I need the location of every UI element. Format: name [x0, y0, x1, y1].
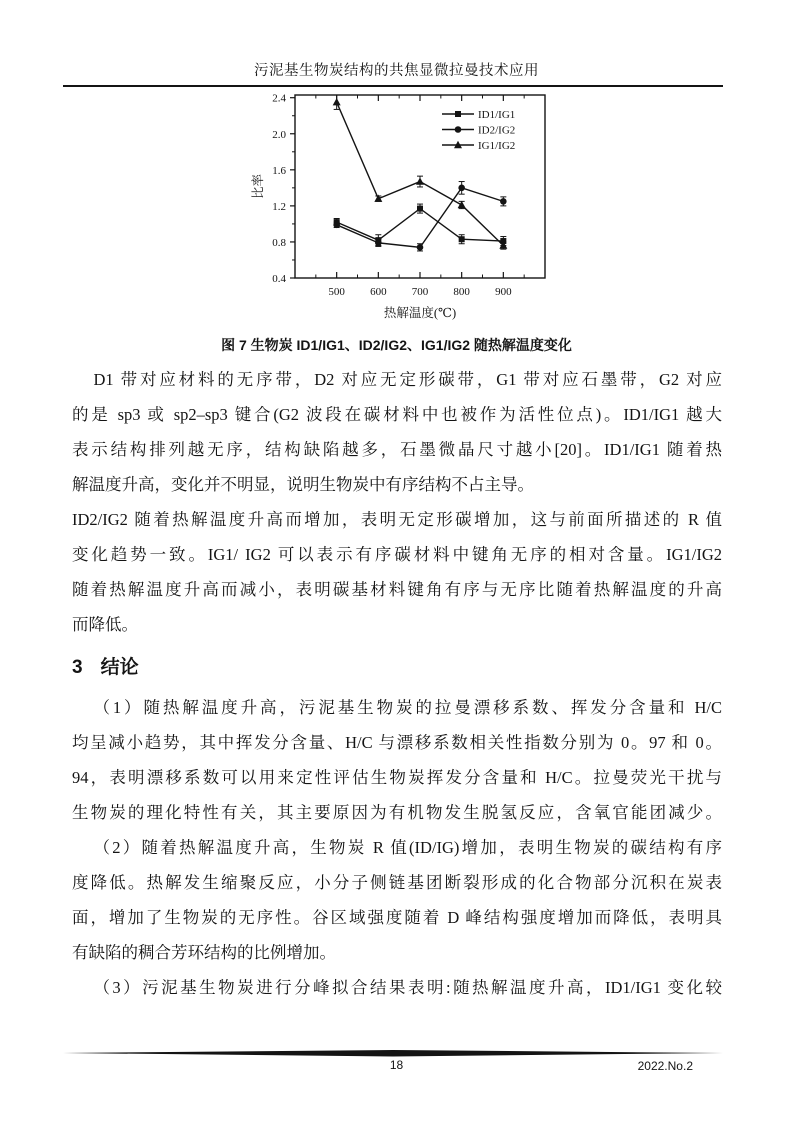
- text-line: 表示结构排列越无序，结构缺陷越多，石墨微晶尺寸越小[20]。ID1/IG1 随着热: [72, 440, 722, 459]
- svg-text:800: 800: [453, 286, 470, 298]
- text-line: 均呈减小趋势，其中挥发分含量、H/C 与漂移系数相关性指数分别为 0。97 和 0。: [72, 733, 722, 752]
- svg-text:0.8: 0.8: [272, 236, 286, 249]
- text-line: ID2/IG2 随着热解温度升高而增加，表明无定形碳增加，这与前面所描述的 R 值: [72, 510, 722, 529]
- text-line: 解温度升高，变化并不明显，说明生物炭中有序结构不占主导。: [72, 475, 534, 494]
- y-axis-label: 比率: [251, 173, 265, 200]
- text-line: 变化趋势一致。IG1/ IG2 可以表示有序碳材料中键角无序的相对含量。IG1/IG2: [72, 545, 722, 564]
- svg-text:500: 500: [328, 286, 345, 298]
- text-line: 有缺陷的稠合芳环结构的比例增加。: [72, 943, 336, 962]
- text-line: D1 带对应材料的无序带，D2 对应无定形碳带，G1 带对应石墨带，G2 对应: [93, 370, 722, 389]
- footer-rule: [63, 1050, 723, 1057]
- svg-text:ID1/IG1: ID1/IG1: [478, 109, 516, 121]
- svg-text:1.2: 1.2: [272, 200, 286, 213]
- x-axis-label: 热解温度(℃): [383, 306, 457, 320]
- issue-label: 2022.No.2: [637, 1059, 693, 1073]
- page-number: 18: [389, 1058, 404, 1072]
- running-head-title: 污泥基生物炭结构的共焦显微拉曼技术应用: [254, 63, 539, 79]
- svg-text:2.4: 2.4: [272, 92, 286, 105]
- svg-text:ID2/IG2: ID2/IG2: [478, 124, 516, 137]
- text-line: 94，表明漂移系数可以用来定性评估生物炭挥发分含量和 H/C。拉曼荧光干扰与: [72, 768, 722, 787]
- section-number: 3: [72, 657, 83, 678]
- header-rule: [63, 85, 723, 87]
- section-title: 结论: [100, 657, 139, 678]
- body-content: [72, 362, 722, 1005]
- svg-text:IG1/IG2: IG1/IG2: [478, 140, 516, 152]
- text-line: 面，增加了生物炭的无序性。谷区域强度随着 D 峰结构强度增加而降低，表明具: [72, 908, 722, 927]
- line-chart-svg: [250, 88, 580, 336]
- svg-text:700: 700: [411, 286, 429, 298]
- svg-text:2.0: 2.0: [272, 128, 286, 141]
- text-line: 随着热解温度升高而减小，表明碳基材料键角有序与无序比随着热解温度的升高: [72, 580, 722, 599]
- text-line: 度降低。热解发生缩聚反应，小分子侧链基团断裂形成的化合物部分沉积在炭表: [72, 873, 722, 892]
- text-line: （3）污泥基生物炭进行分峰拟合结果表明:随热解温度升高，ID1/IG1 变化较: [93, 978, 722, 997]
- svg-text:900: 900: [495, 286, 512, 298]
- text-line: 生物炭的理化特性有关，其主要原因为有机物发生脱氢反应，含氧官能团减少。: [72, 803, 722, 822]
- figure-caption: 图 7 生物炭 ID1/IG1、ID2/IG2、IG1/IG2 随热解温度变化: [221, 337, 572, 353]
- chart-legend: [442, 109, 515, 152]
- text-line: 而降低。: [72, 615, 138, 634]
- text-line: （2）随着热解温度升高，生物炭 R 值(ID/IG)增加，表明生物炭的碳结构有序: [93, 838, 722, 857]
- text-line: （1）随热解温度升高，污泥基生物炭的拉曼漂移系数、挥发分含量和 H/C: [93, 698, 722, 717]
- series-ID1-IG1: [334, 204, 507, 245]
- svg-text:600: 600: [370, 286, 387, 298]
- text-line: 的是 sp3 或 sp2–sp3 键合(G2 波段在碳材料中也被作为活性位点)。ID1/IG1 越大: [72, 405, 722, 424]
- section-heading: [72, 654, 722, 682]
- svg-text:0.4: 0.4: [272, 273, 286, 285]
- y-axis-ticks: [272, 93, 295, 285]
- svg-text:1.6: 1.6: [272, 164, 286, 177]
- figure-chart: [250, 88, 580, 336]
